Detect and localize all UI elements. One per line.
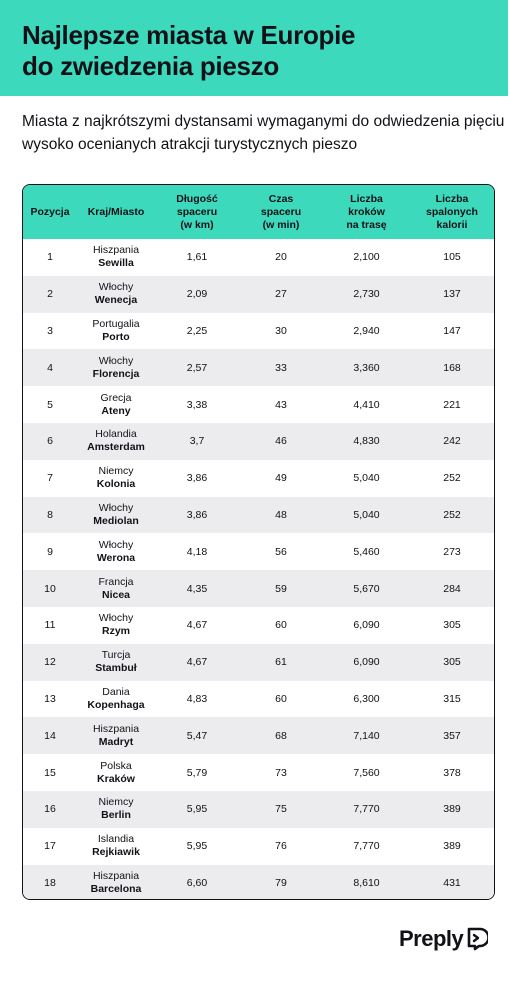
city-name: Rzym	[101, 625, 130, 638]
steps-cell: 6,090	[353, 619, 380, 632]
header-line: Długość	[176, 192, 218, 205]
header-cell	[323, 193, 410, 232]
location-cell	[77, 833, 155, 859]
time-cell: 48	[275, 508, 287, 521]
header-line: spaceru	[260, 205, 302, 218]
country-name: Niemcy	[98, 796, 134, 809]
country-name: Polska	[100, 759, 132, 772]
calories-cell: 221	[443, 398, 461, 411]
table-row	[23, 791, 494, 828]
location-cell	[77, 428, 155, 454]
calories-cell: 105	[443, 251, 461, 264]
time-cell: 68	[275, 729, 287, 742]
steps-cell: 6,300	[353, 692, 380, 705]
table-row	[23, 828, 494, 865]
calories-cell: 305	[443, 619, 461, 632]
time-cell: 73	[275, 766, 287, 779]
country-name: Włochy	[98, 612, 134, 625]
city-name: Madryt	[98, 735, 134, 748]
steps-cell: 2,940	[353, 324, 380, 337]
city-name: Barcelona	[90, 882, 142, 895]
calories-cell: 147	[443, 324, 461, 337]
table-row	[23, 644, 494, 681]
position-cell: 4	[47, 361, 53, 374]
city-name: Sewilla	[98, 257, 134, 270]
steps-cell: 3,360	[353, 361, 380, 374]
position-cell: 3	[47, 324, 53, 337]
steps-cell: 6,090	[353, 656, 380, 669]
table-row	[23, 607, 494, 644]
steps-cell: 8,610	[353, 876, 380, 889]
header-cell	[155, 193, 239, 232]
calories-cell: 273	[443, 545, 461, 558]
steps-cell: 2,730	[353, 288, 380, 301]
distance-cell: 2,09	[186, 288, 208, 301]
country-name: Niemcy	[98, 465, 134, 478]
location-cell	[77, 686, 155, 712]
header-line: kroków	[348, 205, 385, 218]
header-cell	[239, 193, 323, 232]
country-name: Włochy	[98, 538, 134, 551]
table-row	[23, 497, 494, 534]
time-cell: 60	[275, 692, 287, 705]
city-name: Stambuł	[95, 662, 137, 675]
table-row	[23, 460, 494, 497]
city-name: Mediolan	[93, 514, 139, 527]
position-cell: 1	[47, 251, 53, 264]
table-row	[23, 313, 494, 350]
city-name: Wenecja	[94, 294, 138, 307]
distance-cell: 3,86	[186, 472, 208, 485]
steps-cell: 2,100	[353, 251, 380, 264]
country-name: Islandia	[97, 833, 135, 846]
header-line: Kraj/Miasto	[87, 205, 145, 218]
time-cell: 49	[275, 472, 287, 485]
steps-cell: 7,560	[353, 766, 380, 779]
table-row	[23, 681, 494, 718]
calories-cell: 315	[443, 692, 461, 705]
location-cell	[77, 465, 155, 491]
city-name: Kraków	[97, 772, 135, 785]
time-cell: 33	[275, 361, 287, 374]
position-cell: 8	[47, 508, 53, 521]
time-cell: 46	[275, 435, 287, 448]
position-cell: 9	[47, 545, 53, 558]
city-name: Kopenhaga	[87, 698, 145, 711]
table-header	[23, 185, 494, 239]
country-name: Włochy	[98, 354, 134, 367]
steps-cell: 7,770	[353, 840, 380, 853]
city-name: Amsterdam	[87, 441, 145, 454]
time-cell: 61	[275, 656, 287, 669]
calories-cell: 284	[443, 582, 461, 595]
distance-cell: 4,67	[186, 619, 208, 632]
table-row	[23, 276, 494, 313]
header-line: (w min)	[262, 218, 300, 231]
time-cell: 76	[275, 840, 287, 853]
location-cell	[77, 612, 155, 638]
title-line-1: Najlepsze miasta w Europie	[22, 20, 356, 50]
steps-cell: 4,830	[353, 435, 380, 448]
distance-cell: 3,38	[186, 398, 208, 411]
location-cell	[77, 760, 155, 786]
header-line: Czas	[268, 192, 294, 205]
country-name: Hiszpania	[92, 244, 140, 257]
table-row	[23, 533, 494, 570]
city-name: Ateny	[101, 404, 131, 417]
table-row	[23, 386, 494, 423]
distance-cell: 5,79	[186, 766, 208, 779]
position-cell: 11	[44, 619, 56, 632]
title-line-2: do zwiedzenia pieszo	[22, 51, 279, 81]
header-line: spalonych	[426, 205, 478, 218]
distance-cell: 4,67	[186, 656, 208, 669]
calories-cell: 168	[443, 361, 461, 374]
distance-cell: 5,95	[186, 803, 208, 816]
calories-cell: 252	[443, 508, 461, 521]
table-row	[23, 865, 494, 900]
location-cell	[77, 723, 155, 749]
header-line: (w km)	[180, 218, 214, 231]
calories-cell: 305	[443, 656, 461, 669]
city-name: Rejkiawik	[92, 846, 140, 859]
header-line: spaceru	[176, 205, 218, 218]
distance-cell: 1,61	[186, 251, 208, 264]
city-name: Kolonia	[96, 478, 136, 491]
steps-cell: 7,770	[353, 803, 380, 816]
location-cell	[77, 318, 155, 344]
distance-cell: 2,25	[186, 324, 208, 337]
country-name: Włochy	[98, 501, 134, 514]
location-cell	[77, 355, 155, 381]
table-row	[23, 754, 494, 791]
table-row	[23, 717, 494, 754]
preply-logo	[399, 924, 488, 954]
distance-cell: 2,57	[186, 361, 208, 374]
logo-text: Preply	[399, 926, 464, 951]
distance-cell: 6,60	[186, 876, 208, 889]
position-cell: 7	[47, 472, 53, 485]
calories-cell: 357	[443, 729, 461, 742]
distance-cell: 4,35	[186, 582, 208, 595]
page-title	[22, 20, 502, 82]
steps-cell: 7,140	[353, 729, 380, 742]
position-cell: 16	[44, 803, 56, 816]
position-cell: 18	[44, 876, 56, 889]
country-name: Turcja	[101, 649, 131, 662]
steps-cell: 5,460	[353, 545, 380, 558]
preply-arrow-icon	[466, 926, 488, 952]
location-cell	[77, 870, 155, 896]
position-cell: 13	[44, 692, 56, 705]
distance-cell: 5,47	[186, 729, 208, 742]
table-body	[23, 239, 494, 900]
time-cell: 59	[275, 582, 287, 595]
table-row	[23, 570, 494, 607]
country-name: Hiszpania	[92, 722, 140, 735]
city-name: Nicea	[101, 588, 131, 601]
time-cell: 20	[275, 251, 287, 264]
calories-cell: 389	[443, 803, 461, 816]
calories-cell: 242	[443, 435, 461, 448]
time-cell: 43	[275, 398, 287, 411]
table-row	[23, 423, 494, 460]
header-cell	[410, 193, 494, 232]
header-line: Pozycja	[30, 205, 70, 218]
position-cell: 5	[47, 398, 53, 411]
location-cell	[77, 576, 155, 602]
header-cell	[23, 206, 77, 219]
header-line: Liczba	[350, 192, 383, 205]
calories-cell: 431	[443, 876, 461, 889]
position-cell: 12	[44, 656, 56, 669]
time-cell: 30	[275, 324, 287, 337]
calories-cell: 137	[443, 288, 461, 301]
country-name: Włochy	[98, 281, 134, 294]
country-name: Francja	[98, 575, 134, 588]
city-name: Porto	[102, 330, 130, 343]
steps-cell: 5,670	[353, 582, 380, 595]
location-cell	[77, 502, 155, 528]
subtitle-line-2: wysoko ocenianych atrakcji turystycznych pieszo	[22, 136, 358, 153]
position-cell: 14	[44, 729, 56, 742]
location-cell	[77, 539, 155, 565]
city-name: Werona	[96, 551, 136, 564]
calories-cell: 389	[443, 840, 461, 853]
ranking-table	[22, 184, 495, 900]
header-line: kalorii	[436, 218, 468, 231]
time-cell: 56	[275, 545, 287, 558]
city-name: Florencja	[92, 367, 140, 380]
country-name: Holandia	[95, 428, 137, 441]
header-line: Liczba	[435, 192, 469, 205]
steps-cell: 5,040	[353, 472, 380, 485]
calories-cell: 252	[443, 472, 461, 485]
position-cell: 2	[47, 288, 53, 301]
city-name: Berlin	[101, 809, 131, 822]
country-name: Portugalia	[92, 317, 140, 330]
table-row	[23, 349, 494, 386]
location-cell	[77, 796, 155, 822]
calories-cell: 378	[443, 766, 461, 779]
time-cell: 79	[275, 876, 287, 889]
time-cell: 75	[275, 803, 287, 816]
distance-cell: 4,83	[186, 692, 208, 705]
steps-cell: 5,040	[353, 508, 380, 521]
distance-cell: 4,18	[186, 545, 208, 558]
header-line: na trasę	[346, 218, 387, 231]
location-cell	[77, 281, 155, 307]
position-cell: 17	[44, 840, 56, 853]
country-name: Hiszpania	[92, 869, 140, 882]
steps-cell: 4,410	[353, 398, 380, 411]
table-row	[23, 239, 494, 276]
distance-cell: 5,95	[186, 840, 208, 853]
position-cell: 6	[47, 435, 53, 448]
time-cell: 60	[275, 619, 287, 632]
location-cell	[77, 244, 155, 270]
header-cell	[77, 206, 155, 219]
country-name: Dania	[102, 685, 130, 698]
distance-cell: 3,86	[186, 508, 208, 521]
subtitle	[22, 110, 508, 156]
location-cell	[77, 392, 155, 418]
distance-cell: 3,7	[189, 435, 205, 448]
country-name: Grecja	[100, 391, 132, 404]
time-cell: 27	[275, 288, 287, 301]
position-cell: 15	[44, 766, 56, 779]
position-cell: 10	[44, 582, 56, 595]
location-cell	[77, 649, 155, 675]
subtitle-line-1: Miasta z najkrótszymi dystansami wymaganymi do odwiedzenia pięciu	[22, 113, 505, 130]
